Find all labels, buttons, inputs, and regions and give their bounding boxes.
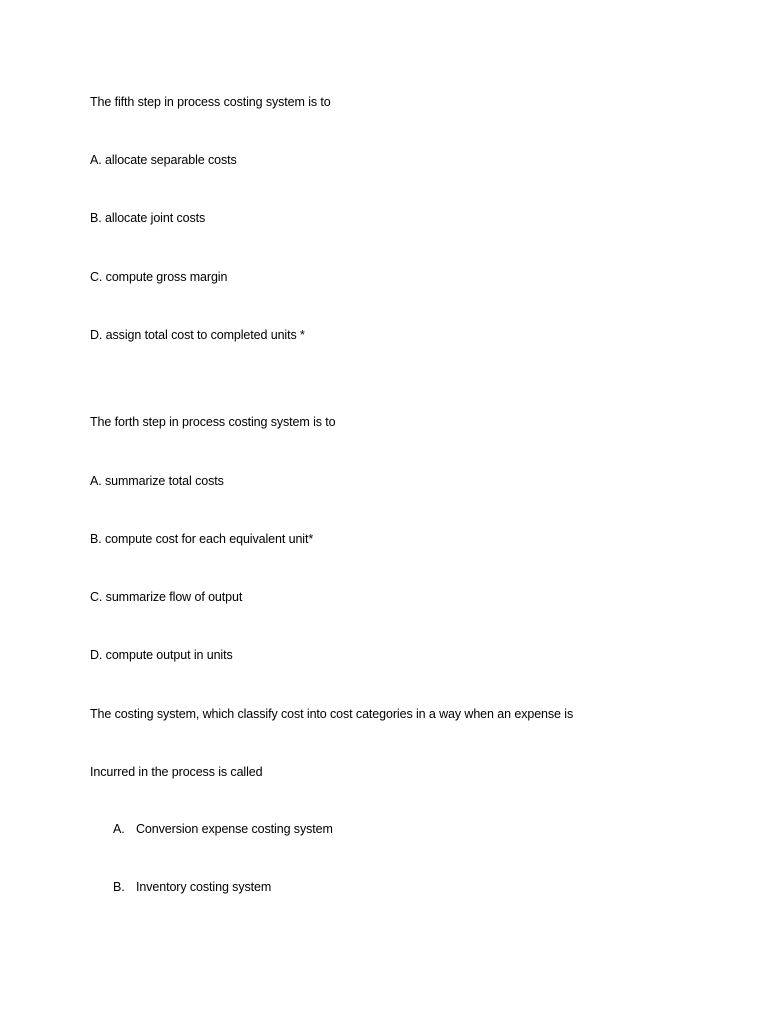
- question-1-option-c: C. compute gross margin: [90, 270, 228, 284]
- question-3-option-a-marker: A.: [113, 822, 125, 836]
- question-1-option-b: B. allocate joint costs: [90, 211, 206, 225]
- question-3-option-a-text: Conversion expense costing system: [136, 822, 333, 836]
- question-2-option-d: D. compute output in units: [90, 648, 233, 662]
- question-3-option-b-marker: B.: [113, 880, 125, 894]
- question-3-prompt-line-2: Incurred in the process is called: [90, 765, 263, 779]
- question-1-option-d: D. assign total cost to completed units *: [90, 328, 305, 342]
- question-1-prompt: The fifth step in process costing system is to: [90, 95, 331, 109]
- question-2-option-c: C. summarize flow of output: [90, 590, 243, 604]
- question-3-option-b-text: Inventory costing system: [136, 880, 272, 894]
- question-3-option-a: [113, 821, 333, 837]
- question-2-option-b: B. compute cost for each equivalent unit*: [90, 532, 314, 546]
- question-2-option-a: A. summarize total costs: [90, 474, 224, 488]
- question-3-option-b: [113, 879, 271, 895]
- question-3-prompt-line-1: The costing system, which classify cost into cost categories in a way when an expense is: [90, 707, 574, 721]
- question-2-prompt: The forth step in process costing system is to: [90, 415, 336, 429]
- question-1-option-a: A. allocate separable costs: [90, 153, 237, 167]
